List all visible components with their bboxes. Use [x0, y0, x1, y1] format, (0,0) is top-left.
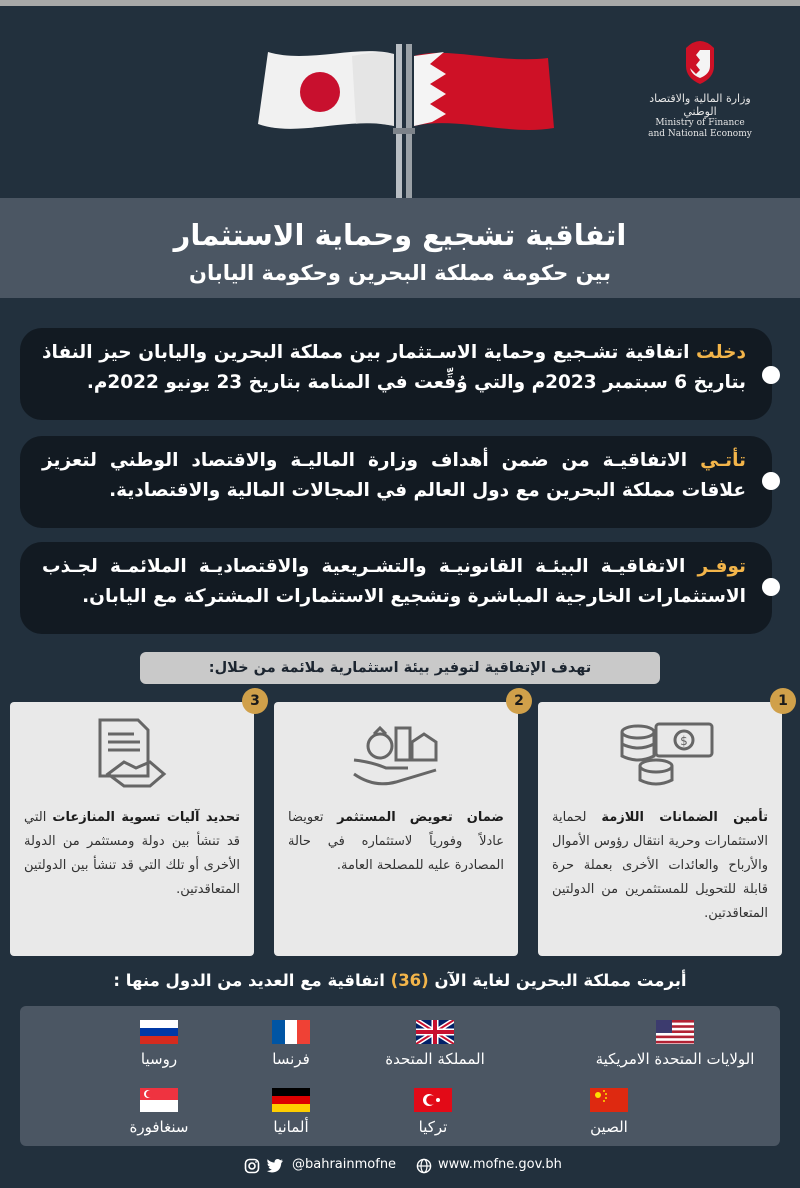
number-badge-3: 3 — [242, 688, 268, 714]
country-germany: ألمانيا — [196, 1088, 386, 1136]
timeline-dot-3 — [762, 578, 780, 596]
singapore-flag-icon — [140, 1088, 178, 1112]
usa-flag-icon — [656, 1020, 694, 1044]
objective-box-2 — [274, 702, 518, 956]
info-card-3 — [20, 542, 772, 634]
globe-icon — [416, 1158, 432, 1174]
info-card-1 — [20, 328, 772, 420]
instagram-icon[interactable] — [244, 1158, 260, 1174]
number-badge-1: 1 — [770, 688, 796, 714]
country-russia: روسيا — [64, 1020, 254, 1068]
germany-flag-icon — [272, 1088, 310, 1112]
japan-bahrain-flags-image — [248, 42, 568, 202]
uk-flag-icon — [416, 1020, 454, 1044]
card-text: اتفاقية تشـجيع وحماية الاسـتثمار بين مملكة البحرين واليابان حيز النفاذ بتاريخ 6 سبتمبر 2023م والتي وُقِّعت في المنامة بتاريخ 23 يونيو 2022م. — [42, 342, 746, 393]
russia-flag-icon — [140, 1020, 178, 1044]
document-handshake-icon — [10, 716, 254, 792]
card-keyword: دخلت — [696, 342, 746, 363]
section-label: تهدف الإتفاقية لتوفير بيئة استثمارية ملائمة من خلال: — [140, 652, 660, 684]
page-subtitle: بين حكومة مملكة البحرين وحكومة اليابان — [189, 261, 611, 285]
ministry-name-en-1: Ministry of Finance — [655, 118, 745, 128]
country-france: فرنسا — [196, 1020, 386, 1068]
country-singapore: سنغافورة — [64, 1088, 254, 1136]
card-keyword: تأتـي — [700, 450, 746, 471]
france-flag-icon — [272, 1020, 310, 1044]
footer — [0, 1156, 800, 1188]
card-text: الاتفاقيـة البيئـة القانونيـة والتشـريعية والاقتصاديـة الملائمـة لجـذب الاستثمارات الخارجية المباشرة وتشجيع الاستثمارات المشتركة مع اليابان. — [42, 556, 746, 607]
website-link[interactable]: www.mofne.gov.bh — [438, 1157, 562, 1172]
number-badge-2: 2 — [506, 688, 532, 714]
country-uk: المملكة المتحدة — [340, 1020, 530, 1068]
china-flag-icon — [590, 1088, 628, 1112]
bahrain-emblem-icon — [680, 38, 720, 84]
ministry-logo — [640, 38, 760, 140]
page-title: اتفاقية تشجيع وحماية الاستثمار — [173, 218, 627, 252]
country-china: الصين — [514, 1088, 704, 1136]
objective-box-1 — [538, 702, 782, 956]
timeline-dot-2 — [762, 472, 780, 490]
country-usa: الولايات المتحدة الامريكية — [580, 1020, 770, 1068]
header — [0, 6, 800, 198]
card-text: الاتفاقيـة من ضمن أهداف وزارة الماليـة والاقتصاد الوطني لتعزيز علاقات مملكة البحرين مع دول العالم في المجالات المالية والاقتصادية. — [42, 450, 746, 501]
countries-panel — [20, 1006, 780, 1146]
agreements-count: (36) — [390, 971, 429, 990]
objective-text-1: تأمين الضمانات اللازمة لحماية الاستثمارات وحرية انتقال رؤوس الأموال والأرباح والعائدات الأخرى بعملة حرة قابلة للتحويل للمستثمرين من الدولتين المتعاقدتين. — [552, 810, 768, 921]
ministry-name-ar: وزارة المالية والاقتصاد الوطني — [649, 92, 751, 118]
agreements-count-line: أبرمت مملكة البحرين لغاية الآن (36) اتفاقية مع العديد من الدول منها : — [113, 971, 687, 990]
coins-cash-icon — [538, 716, 782, 792]
objective-text-2: ضمان تعويض المستثمر تعويضا عادلاً وفورياً لاستثماره في حالة المصادرة عليه للمصلحة العامة. — [288, 810, 504, 873]
twitter-icon[interactable] — [266, 1158, 284, 1174]
country-turkey: تركيا — [338, 1088, 528, 1136]
title-band — [0, 198, 800, 298]
objective-text-3: تحديد آليات تسوية المنازعات التي قد تنشأ بين دولة ومستثمر من الدولة الأخرى أو تلك التي قد تنشأ بين الدولتين المتعاقدتين. — [24, 810, 240, 897]
timeline-dot-1 — [762, 366, 780, 384]
info-card-2 — [20, 436, 772, 528]
ministry-name-en-2: and National Economy — [648, 129, 752, 139]
objective-box-3 — [10, 702, 254, 956]
hand-investment-icon — [274, 716, 518, 792]
turkey-flag-icon — [414, 1088, 452, 1112]
svg-text:$: $ — [680, 734, 688, 748]
card-keyword: توفـر — [697, 556, 746, 577]
social-handle[interactable]: @bahrainmofne — [292, 1157, 397, 1172]
